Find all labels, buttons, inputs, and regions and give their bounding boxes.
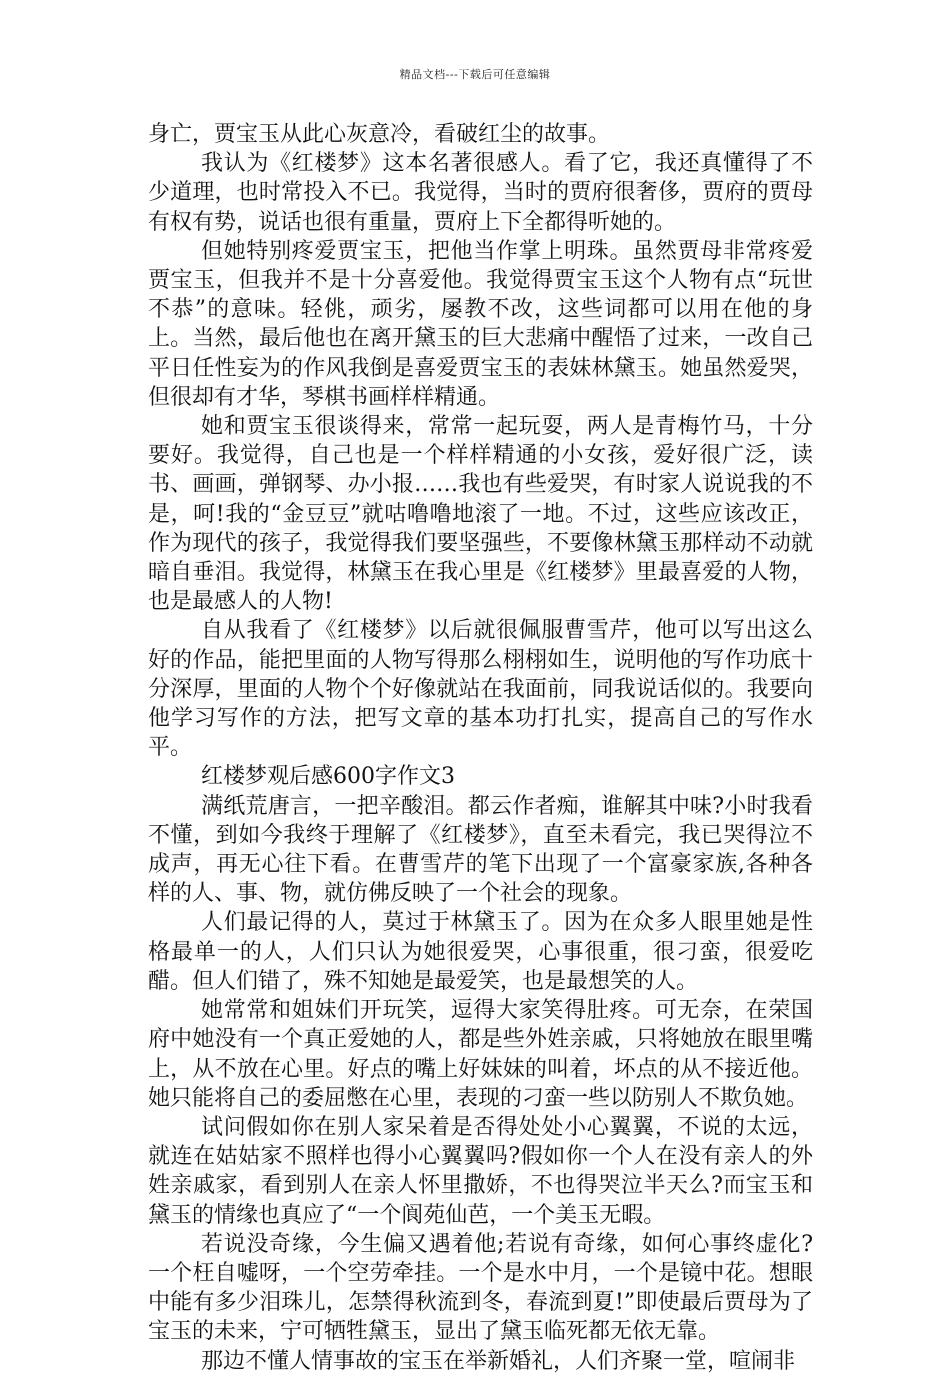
paragraph-6: 满纸荒唐言，一把辛酸泪。都云作者痴，谁解其中味?小时我看不懂，到如今我终于理解了《红楼梦》，直至未看完，我已哭得泣不成声，再无心往下看。在曹雪芹的笔下出现了一个富豪家族,各种各样的人、事、物，就仿佛反映了一个社会的现象。 bbox=[148, 793, 813, 907]
paragraph-5: 自从我看了《红楼梦》以后就很佩服曹雪芹，他可以写出这么好的作品，能把里面的人物写得那么栩栩如生，说明他的写作功底十分深厚，里面的人物个个好像就站在我面前，同我说话似的。我要向他学习写作的方法，把写文章的基本功打扎实，提高自己的写作水平。 bbox=[148, 618, 813, 761]
paragraph-3: 但她特别疼爱贾宝玉，把他当作掌上明珠。虽然贾母非常疼爱贾宝玉，但我并不是十分喜爱他。我觉得贾宝玉这个人物有点“玩世不恭”的意味。轻佻，顽劣，屡教不改，这些词都可以用在他的身上。当然，最后他也在离开黛玉的巨大悲痛中醒悟了过来，一改自己平日任性妄为的作风我倒是喜爱贾宝玉的表妹林黛玉。她虽然爱哭，但很却有才华，琴棋书画样样精通。 bbox=[148, 238, 813, 410]
paragraph-4: 她和贾宝玉很谈得来，常常一起玩耍，两人是青梅竹马，十分要好。我觉得，自己也是一个样样精通的小女孩，爱好很广泛，读书、画画，弹钢琴、办小报……我也有些爱哭，有时家人说说我的不是，呵!我的“金豆豆”就咕噜噜地滚了一地。不过，这些应该改正，作为现代的孩子，我觉得我们要坚强些，不要像林黛玉那样动不动就暗自垂泪。我觉得，林黛玉在我心里是《红楼梦》里最喜爱的人物，也是最感人的人物! bbox=[148, 414, 813, 615]
paragraph-8: 她常常和姐妹们开玩笑，逗得大家笑得肚疼。可无奈，在荣国府中她没有一个真正爱她的人，都是些外姓亲戚，只将她放在眼里嘴上，从不放在心里。好点的嘴上好妹妹的叫着，坏点的从不接近他。她只能将自己的委屈憋在心里，表现的刁蛮一些以防别人不欺负她。 bbox=[148, 998, 813, 1111]
document-body bbox=[148, 120, 813, 1376]
paragraph-10: 若说没奇缘，今生偏又遇着他;若说有奇缘，如何心事终虚化?一个枉自嘘呀，一个空劳牵挂。一个是水中月，一个是镜中花。想眼中能有多少泪珠儿，怎禁得秋流到冬，春流到夏!”即使最后贾母为了宝玉的未来，宁可牺牲黛玉，显出了黛玉临死都无依无靠。 bbox=[148, 1231, 813, 1345]
paragraph-2: 我认为《红楼梦》这本名著很感人。看了它，我还真懂得了不少道理，也时常投入不已。我觉得，当时的贾府很奢侈，贾府的贾母有权有势，说话也很有重量，贾府上下全都得听她的。 bbox=[148, 151, 813, 235]
paragraph-7: 人们最记得的人，莫过于林黛玉了。因为在众多人眼里她是性格最单一的人，人们只认为她很爱哭，心事很重，很刁蛮，很爱吃醋。但人们错了，殊不知她是最爱笑，也是最想笑的人。 bbox=[148, 910, 813, 994]
paragraph-11: 那边不懂人情事故的宝玉在举新婚礼，人们齐聚一堂，喧闹非 bbox=[201, 1348, 796, 1374]
page-header: 精品文档---下载后可任意编辑 bbox=[399, 68, 551, 81]
paragraph-9: 试问假如你在别人家呆着是否得处处小心翼翼，不说的太远，就连在姑姑家不照样也得小心翼翼吗?假如你一个人在没有亲人的外姓亲戚家，看到别人在亲人怀里撒娇，不也得哭泣半天么?而宝玉和黛玉的情缘也真应了“一个阆苑仙芭，一个美玉无暇。 bbox=[148, 1114, 813, 1228]
paragraph-1: 身亡，贾宝玉从此心灰意冷，看破红尘的故事。 bbox=[148, 122, 611, 147]
section-title: 红楼梦观后感600字作文3 bbox=[201, 764, 455, 790]
